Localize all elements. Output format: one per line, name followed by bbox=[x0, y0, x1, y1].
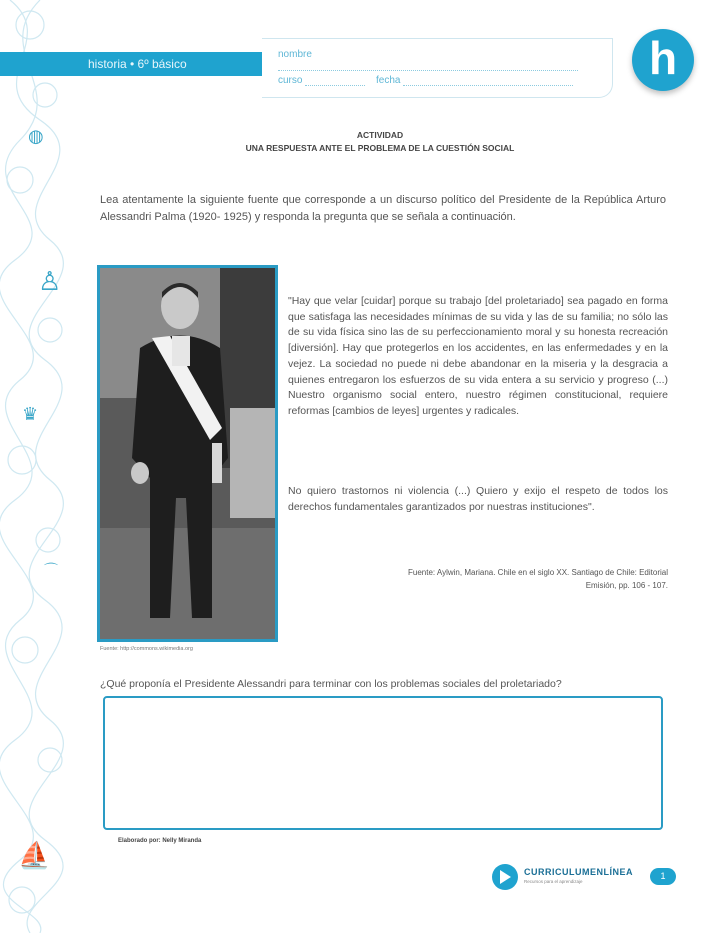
curriculum-brand bbox=[524, 867, 633, 887]
portrait-illustration bbox=[100, 268, 275, 639]
name-line[interactable] bbox=[278, 70, 578, 71]
activity-heading: ACTIVIDAD bbox=[356, 130, 404, 140]
student-info-box bbox=[262, 38, 613, 98]
course-label: curso bbox=[278, 75, 303, 86]
portrait-photo bbox=[97, 265, 278, 642]
h-logo bbox=[632, 29, 694, 91]
bird-icon: ⌒ bbox=[44, 562, 58, 578]
course-line[interactable] bbox=[305, 85, 365, 86]
photo-caption: Fuente: http://commons.wikimedia.org bbox=[100, 646, 193, 652]
name-field[interactable] bbox=[278, 49, 612, 71]
date-label: fecha bbox=[376, 75, 401, 86]
course-date-fields bbox=[278, 75, 573, 86]
globe-icon: ◍ bbox=[28, 126, 44, 146]
name-label: nombre bbox=[278, 49, 312, 60]
quote-source bbox=[300, 566, 668, 592]
brand-name: CURRICULUMENLÍNEA bbox=[524, 867, 633, 877]
answer-box[interactable] bbox=[103, 696, 663, 830]
subject-band bbox=[0, 52, 262, 76]
curriculum-logo[interactable] bbox=[492, 863, 633, 891]
subject-label: historia • 6º básico bbox=[88, 57, 187, 71]
source-line-2: Emisión, pp. 106 - 107. bbox=[585, 581, 668, 590]
author-credit: Elaborado por: Nelly Miranda bbox=[118, 838, 202, 844]
h-logo-letter: h bbox=[648, 32, 678, 84]
play-icon bbox=[492, 864, 518, 890]
ship-icon: ⛵ bbox=[18, 840, 51, 870]
intro-text: Lea atentamente la siguiente fuente que corresponde a un discurso político del Presidente de la República Arturo Alessandri Palma (1920- 1925) y responda la pregunta que se señala a continuación. bbox=[100, 194, 666, 223]
crown-icon: ♛ bbox=[22, 404, 39, 424]
source-line-1: Fuente: Aylwin, Mariana. Chile en el siglo XX. Santiago de Chile: Editorial bbox=[408, 568, 668, 577]
quote-paragraph-1: "Hay que velar [cuidar] porque su trabajo [del proletariado] sea pagado en forma que satisfaga las necesidades mínimas de su vida y las de su familia; no sólo las de su vida física sino las de su perfeccionamiento moral y su honesta recreación [diversión]. Hay que protegerlos en los accidentes, en las enfermedades y en la vejez. La sociedad no puede ni debe abandonar en la miseria y la desgracia a quienes entregaron los esfuerzos de su vida entera a su servicio y progreso (...) Nuestro organismo social entero, nuestro régimen constitucional, requiere reformas [cambios de leyes] urgentes y radicales. bbox=[288, 295, 668, 417]
brand-subtitle: Recursos para el aprendizaje bbox=[524, 879, 583, 884]
date-line[interactable] bbox=[403, 85, 573, 86]
page-number: 1 bbox=[650, 868, 676, 885]
explorer-figure-icon: ♙ bbox=[38, 266, 62, 296]
question-text: ¿Qué proponía el Presidente Alessandri para terminar con los problemas sociales del proletariado? bbox=[100, 678, 562, 690]
quote-paragraph-2: No quiero trastornos ni violencia (...) Quiero y exijo el respeto de todos los derechos fundamentales garantizados por nuestras instituciones". bbox=[288, 485, 668, 513]
activity-title: UNA RESPUESTA ANTE EL PROBLEMA DE LA CUESTIÓN SOCIAL bbox=[245, 143, 515, 153]
